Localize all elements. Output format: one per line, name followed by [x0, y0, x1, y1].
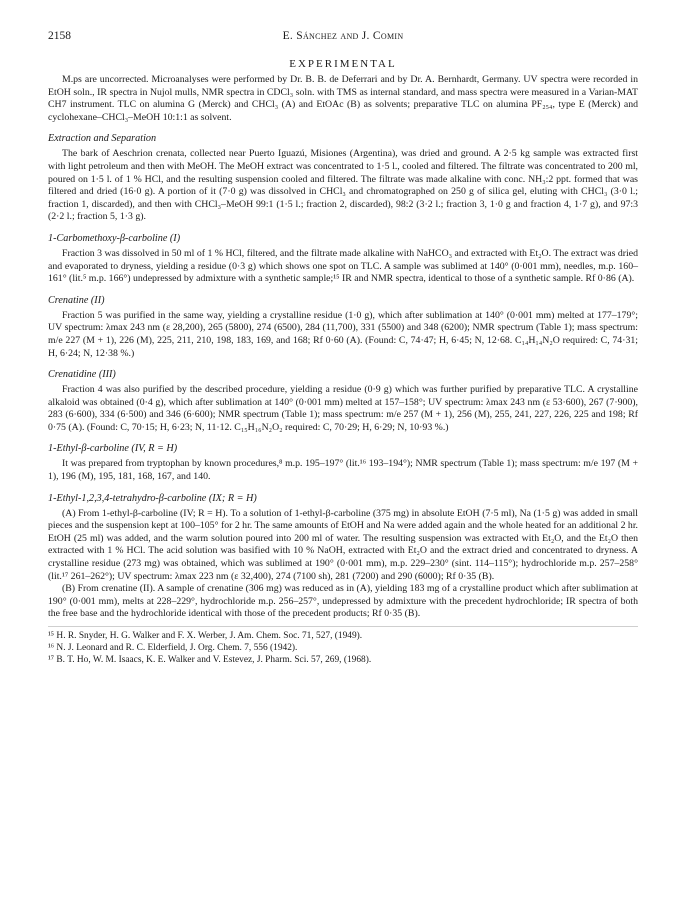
reference-15: ¹⁵ H. R. Snyder, H. G. Walker and F. X. Werber, J. Am. Chem. Soc. 71, 527, (1949). — [48, 631, 363, 641]
running-authors: E. Sánchez and J. Comin — [282, 30, 404, 42]
page-number: 2158 — [48, 30, 71, 42]
heading-crenatidine: Crenatidine (III) — [48, 369, 116, 381]
reference-17: ¹⁷ B. T. Ho, W. M. Isaacs, K. E. Walker and V. Estevez, J. Pharm. Sci. 57, 269, (1968). — [48, 655, 372, 666]
heading-ethyl-carboline: 1-Ethyl-β-carboline (IV, R = H) — [48, 443, 178, 455]
heading-carbomethoxy: 1-Carbomethoxy-β-carboline (I) — [48, 232, 181, 244]
reference-16: ¹⁶ N. J. Leonard and R. C. Elderfield, J. Org. Chem. 7, 556 (1942). — [48, 643, 298, 654]
heading-extraction: Extraction and Separation — [48, 133, 157, 145]
footnote-references — [48, 626, 638, 667]
paragraph-crenatine: Fraction 5 was purified in the same way, yielding a crystalline residue (1·0 g), which after sublimation at 140° (0·001 mm) melted at 177–179°; UV spectrum: λmax 243 nm (ε 28,200), 265 (5800), 274 (6500), 284 (11,700), 331 (5500) and 348 (6200); NMR spectrum (Table 1); mass spectrum: m/e 227 (M + 1), 226 (M), 225, 211, 210, 198, 183, 169, and 168; Rf 0·60 (A). (Found: C, 74·47; H, 6·45; N, 12·68. C₁₄H₁₄N₂O required: C, 74·31; H, 6·24; N, 12·38 %.) — [48, 309, 638, 359]
paragraph-ethyl-carboline: It was prepared from tryptophan by known procedures,⁸ m.p. 195–197° (lit.¹⁶ 193–194°); NMR spectrum (Table 1); mass spectrum: m/e 197 (M + 1), 196 (M), 195, 181, 168, 167, and 140. — [48, 458, 638, 483]
heading-tetrahydro: 1-Ethyl-1,2,3,4-tetrahydro-β-carboline (IX; R = H) — [48, 492, 257, 504]
journal-page — [48, 30, 638, 667]
paragraph-carbomethoxy: Fraction 3 was dissolved in 50 ml of 1 % HCl, filtered, and the filtrate made alkaline with NaHCO₃ and extracted with Et₂O. The extract was dried and evaporated to dryness, yielding a residue (0·3 g) which shows one spot on TLC. A sample was sublimed at 140° (0·001 mm), needles, m.p. 160–161° (lit.⁵ m.p. 166°) undepressed by admixture with a synthetic sample;¹⁵ IR and NMR spectra, identical to those of a synthetic sample. Rf 0·86 (A). — [48, 247, 638, 285]
paragraph-tetrahydro-b: (B) From crenatine (II). A sample of crenatine (306 mg) was reduced as in (A), yielding 183 mg of a crystalline product which after sublimation at 190° (0·001 mm), melts at 228–229°, hydrochloride m.p. 256–257°, undepressed by admixture with the precedent hydrochloride; IR spectra of both the free base and the hydrochloride identical with those of the precedent products; Rf 0·35 (B). — [48, 583, 638, 620]
section-title: EXPERIMENTAL — [289, 58, 397, 70]
paragraph-extraction: The bark of Aeschrion crenata, collected near Puerto Iguazú, Misiones (Argentina), was dried and ground. A 2·5 kg sample was extracted first with light petroleum and then with MeOH. The MeOH extract was concentrated to 1·5 l., cooled and filtered. The filtrate was concentrated to 200 ml, poured on 1·5 l. of 1 % HCl, and the resulting suspension cooled and filtered. The filtrate was made alkaline with conc. NH₃:2 ppt. formed that was filtered and dried (16·0 g). A portion of it (7·0 g) was dissolved in CHCl₃ and chromatographed on 250 g of silica gel, eluting with CHCl₃ (3·0 l.; fraction 1, discarded), and then with CHCl₃–MeOH 99:1 (1·5 l.; fraction 2, discarded), 98:2 (3·2 l.; fraction 3, 1·0 g and fraction 4, 1·7 g), and 97:3 (2·2 l.; fraction 5, 1·3 g). — [48, 148, 638, 223]
paragraph-crenatidine: Fraction 4 was also purified by the described procedure, yielding a residue (0·9 g) which was further purified by preparative TLC. A crystalline alkaloid was obtained (0·4 g), which after sublimation at 140° (0·001 mm) melted at 157–158°; UV spectrum: λmax 243 nm (ε 53·600), 267 (7·900), 283 (6·600), 334 (6·500) and 346 (6·600); NMR spectrum (Table 1); mass spectrum: m/e 257 (M + 1), 256 (M), 255, 241, 227, 226, 225 and 198; Rf 0·75 (A). (Found: C, 70·15; H, 6·23; N, 11·12. C₁₅H₁₆N₂O₂ required: C, 70·29; H, 6·29; N, 10·93 %.) — [48, 384, 638, 433]
heading-crenatine: Crenatine (II) — [48, 294, 105, 306]
running-header — [48, 30, 638, 50]
intro-paragraph: M.ps are uncorrected. Microanalyses were performed by Dr. B. B. de Deferrari and by Dr. A. Bernhardt, Germany. UV spectra were recorded in EtOH soln., IR spectra in Nujol mulls, NMR spectra in CDCl₃ soln. with TMS as internal standard, and mass spectra were measured in a Varian-MAT CH7 instrument. TLC on alumina G (Merck) and CHCl₃ (A) and EtOAc (B) as solvents; preparative TLC on alumina PF₂₅₄, type E (Merck) and cyclohexane–CHCl₃–MeOH 10:1:1 as solvent. — [48, 74, 638, 123]
paragraph-tetrahydro-a: (A) From 1-ethyl-β-carboline (IV; R = H). To a solution of 1-ethyl-β-carboline (375 mg) in absolute EtOH (7·5 ml), Na (1·5 g) was added in small pieces and the suspension kept at 100–105° for 2 hr. The same amounts of EtOH and Na were added again and the whole heated for an additional 2 hr. EtOH (25 ml) was added, and the warm solution poured into 200 ml of water. The resulting suspension was extracted with Et₂O, and the Et₂O then extracted with 1 % HCl. The acid solution was basified with 10 % NaOH, extracted with Et₂O and the extract dried and concentrated to dryness. A crystalline residue (273 mg) was obtained, which was sublimed at 190° (0·001 mm), m.p. 229–230° (sint. 114–115°); hydrochloride m.p. 257–258° (lit.¹⁷ 261–262°); UV spectrum: λmax 223 nm (ε 32,400), 274 (7100 sh), 281 (7200) and 290 (6000); Rf 0·35 (B). — [48, 507, 638, 582]
